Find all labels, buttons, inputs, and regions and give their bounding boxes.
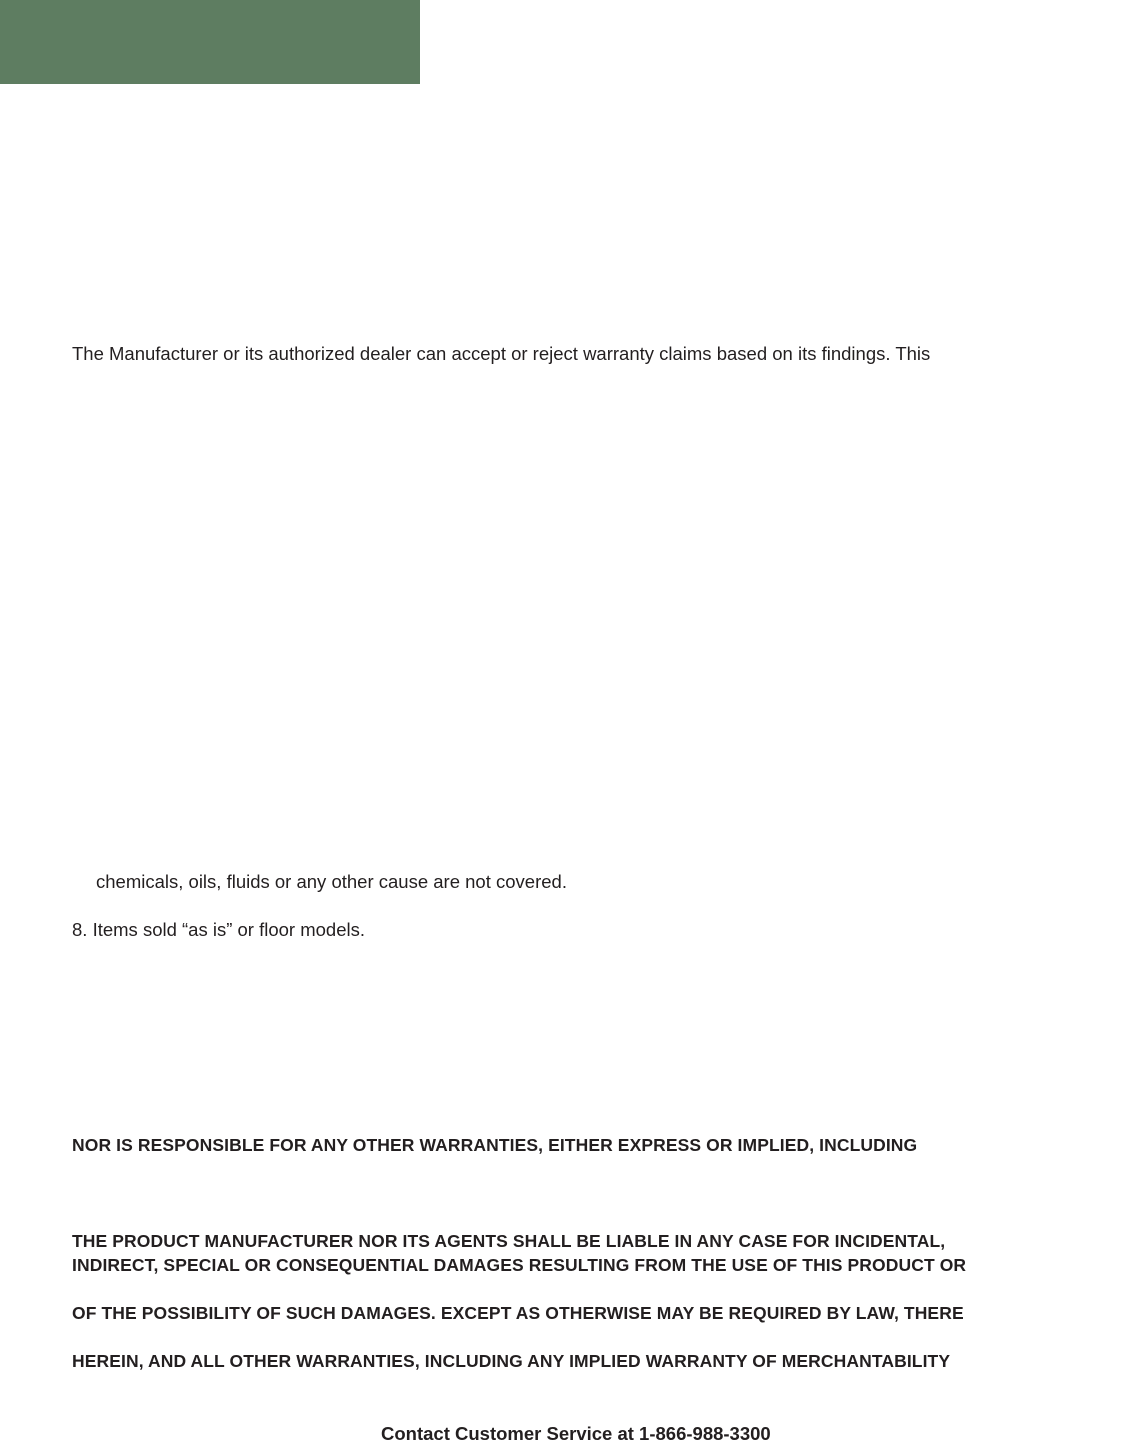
- disclaimer-line: HEREIN, AND ALL OTHER WARRANTIES, INCLUDING ANY IMPLIED WARRANTY OF MERCHANTABILITY: [72, 1351, 951, 1371]
- disclaimer-line: NOR IS RESPONSIBLE FOR ANY OTHER WARRANTIES, EITHER EXPRESS OR IMPLIED, INCLUDING: [72, 1135, 918, 1155]
- list-item-8: 8. Items sold “as is” or floor models.: [72, 919, 366, 940]
- disclaimer-line: INDIRECT, SPECIAL OR CONSEQUENTIAL DAMAGES RESULTING FROM THE USE OF THIS PRODUCT OR: [72, 1255, 967, 1275]
- customer-service-contact: Contact Customer Service at 1-866-988-3300: [381, 1423, 771, 1444]
- warranty-claims-text: The Manufacturer or its authorized dealer can accept or reject warranty claims based on its findings. This: [72, 343, 931, 364]
- disclaimer-line: THE PRODUCT MANUFACTURER NOR ITS AGENTS SHALL BE LIABLE IN ANY CASE FOR INCIDENTAL,: [72, 1231, 946, 1251]
- list-item-7-continuation: chemicals, oils, fluids or any other cause are not covered.: [96, 871, 567, 892]
- disclaimer-line: OF THE POSSIBILITY OF SUCH DAMAGES. EXCEPT AS OTHERWISE MAY BE REQUIRED BY LAW, THERE: [72, 1303, 964, 1323]
- header-band: [0, 0, 420, 84]
